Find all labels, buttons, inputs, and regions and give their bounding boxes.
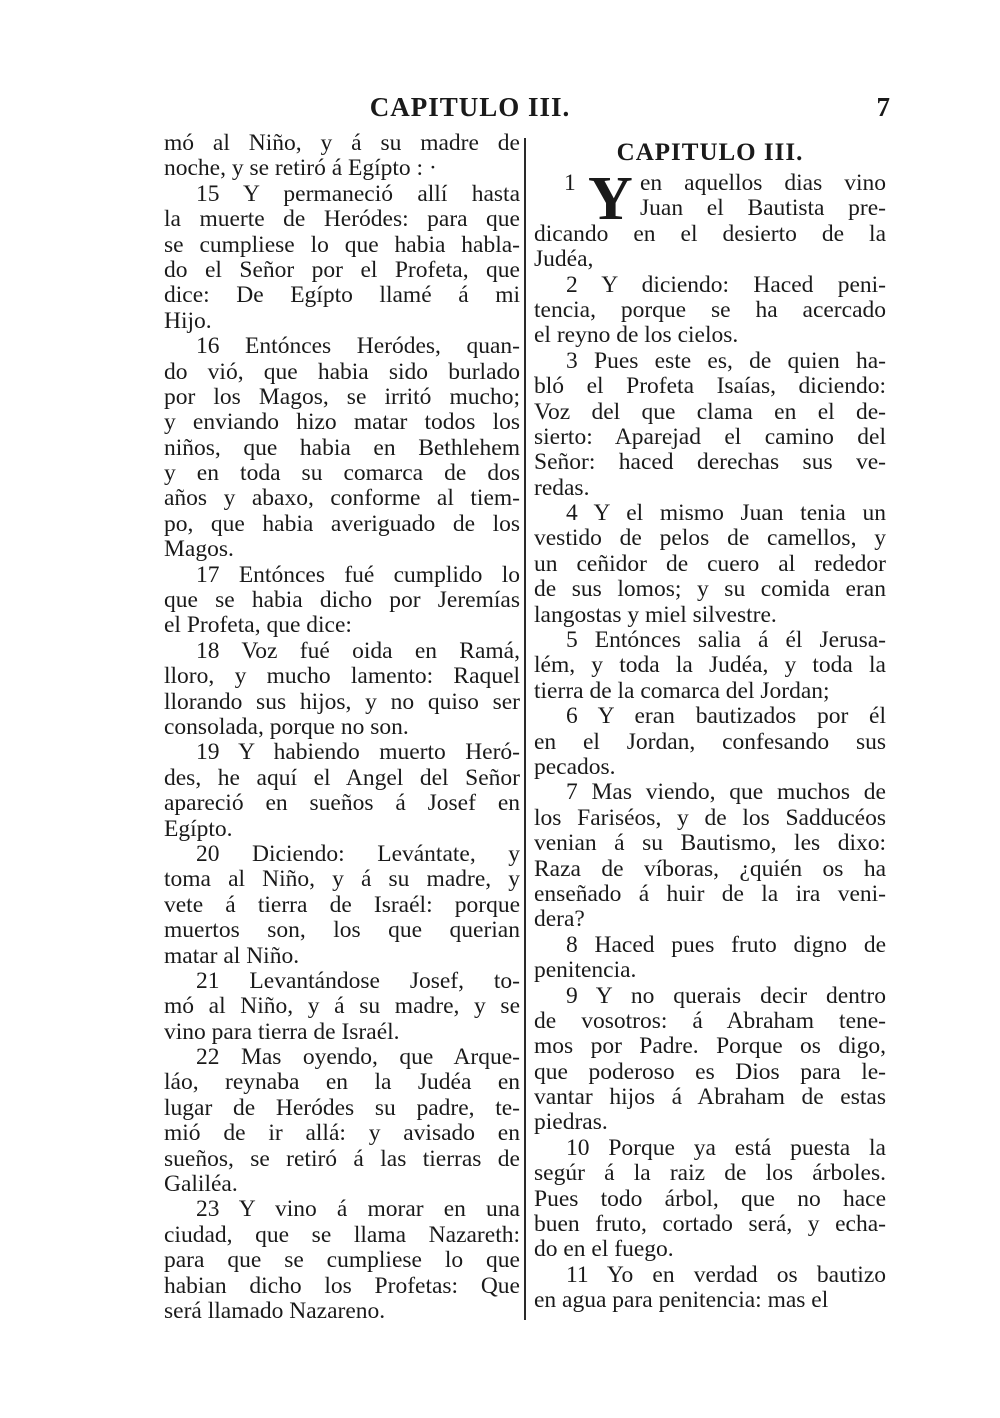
text-line: Magos.: [164, 536, 234, 563]
text-line: 7 Mas viendo, que muchos de: [566, 779, 886, 806]
text-line: enseñado á huir de la ira veni-: [534, 880, 886, 907]
text-line: Judéa,: [534, 246, 594, 273]
text-line: 11 Yo en verdad os bautizo: [566, 1261, 886, 1288]
text-line: vino para tierra de Israél.: [164, 1018, 400, 1045]
running-title: CAPITULO III.: [369, 92, 571, 122]
text-line: segúr á la raiz de los árboles.: [534, 1160, 886, 1187]
text-line: en el Jordan, confesando sus: [534, 728, 886, 755]
text-line: langostas y miel silvestre.: [534, 601, 777, 628]
text-line: Galiléa.: [164, 1171, 238, 1198]
chapter-heading: CAPITULO III.: [616, 139, 804, 166]
text-line: Voz del que clama en el de-: [534, 398, 886, 425]
text-line: 22 Mas oyendo, que Arque-: [196, 1044, 520, 1071]
text-line: para que se cumpliese lo que: [164, 1247, 520, 1274]
text-line: consolada, porque no son.: [164, 713, 409, 740]
text-line: ciudad, que se llama Nazareth:: [164, 1221, 520, 1248]
text-line: noche, y se retiró á Egípto : ·: [164, 155, 437, 182]
text-line: redas.: [534, 474, 590, 501]
text-line: po, que habia averiguado de los: [164, 510, 520, 537]
text-line: toma al Niño, y á su madre, y: [164, 866, 520, 893]
text-line: dicando en el desierto de la: [534, 220, 886, 247]
text-line: 5 Entónces salia á él Jerusa-: [566, 627, 886, 654]
text-line: llorando sus hijos, y no quiso ser: [164, 688, 520, 715]
first-verse: [534, 165, 886, 233]
drop-cap: Y: [588, 165, 633, 233]
text-line: lugar de Heródes su padre, te-: [164, 1094, 520, 1121]
text-line: en aquellos dias vino: [640, 170, 886, 196]
text-line: muertos son, los que querian: [164, 917, 520, 944]
text-line: lém, y toda la Judéa, y toda la: [534, 652, 886, 679]
text-line: y enviando hizo matar todos los: [164, 409, 520, 436]
text-line: de vosotros: á Abraham tene-: [534, 1007, 886, 1034]
text-line: 4 Y el mismo Juan tenia un: [566, 500, 886, 527]
text-line: niños, que habia en Bethlehem: [164, 434, 520, 461]
right-column: [534, 131, 886, 1314]
text-line: lloro, y mucho lamento: Raquel: [164, 663, 520, 690]
text-line: sierto: Aparejad el camino del: [534, 423, 886, 450]
text-line: piedras.: [534, 1109, 608, 1136]
text-line: 19 Y habiendo muerto Heró-: [196, 739, 520, 766]
text-line: los Fariséos, y de los Sadducéos: [534, 804, 886, 831]
text-line: 2 Y diciendo: Haced peni-: [566, 271, 886, 298]
text-line: bló el Profeta Isaías, diciendo:: [534, 373, 886, 400]
text-line: 17 Entónces fué cumplido lo: [196, 561, 520, 588]
text-line: 9 Y no querais decir dentro: [566, 982, 886, 1009]
text-line: mó al Niño, y á su madre de: [164, 130, 520, 156]
text-line: do el Señor por el Profeta, que: [164, 256, 520, 283]
text-line: dice: De Egípto llamé á mi: [164, 282, 520, 309]
text-line: do en el fuego.: [534, 1236, 674, 1263]
text-line: se cumpliese lo que habia habla-: [164, 231, 520, 258]
verse-number: 1: [564, 170, 576, 196]
text-line: 6 Y eran bautizados por él: [566, 703, 886, 730]
text-line: Señor: haced derechas sus ve-: [534, 449, 886, 476]
text-line: Juan el Bautista pre-: [640, 195, 886, 222]
text-line: 20 Diciendo: Levántate, y: [196, 840, 520, 867]
text-line: un ceñidor de cuero al rededor: [534, 550, 886, 577]
text-line: apareció en sueños á Josef en: [164, 790, 520, 817]
text-line: 15 Y permaneció allí hasta: [196, 180, 520, 207]
text-line: de sus lomos; y su comida eran: [534, 576, 886, 603]
text-line: láo, reynaba en la Judéa en: [164, 1069, 520, 1096]
text-line: mos por Padre. Porque os digo,: [534, 1033, 886, 1060]
text-line: por los Magos, se irritó mucho;: [164, 383, 520, 410]
text-line: vantar hijos á Abraham de estas: [534, 1084, 886, 1111]
text-line: Pues todo árbol, que no hace: [534, 1185, 886, 1212]
text-line: buen fruto, cortado será, y echa-: [534, 1211, 886, 1238]
text-line: que se habia dicho por Jeremías: [164, 587, 520, 614]
text-line: 21 Levantándose Josef, to-: [196, 967, 520, 994]
column-divider: [524, 138, 526, 1320]
text-line: el reyno de los cielos.: [534, 322, 739, 349]
text-line: Hijo.: [164, 307, 212, 334]
page-number: 7: [876, 92, 890, 122]
text-line: será llamado Nazareno.: [164, 1297, 386, 1324]
text-line: años y abaxo, conforme al tiem-: [164, 485, 520, 512]
text-line: sueños, se retiró á las tierras de: [164, 1145, 520, 1172]
text-line: habian dicho los Profetas: Que: [164, 1272, 520, 1299]
text-line: des, he aquí el Angel del Señor: [164, 764, 520, 791]
text-line: Raza de víboras, ¿quién os ha: [534, 855, 886, 882]
text-line: en agua para penitencia: mas el: [534, 1287, 829, 1314]
text-line: tencia, porque se ha acercado: [534, 296, 886, 323]
text-line: pecados.: [534, 753, 616, 780]
text-line: 8 Haced pues fruto digno de: [566, 931, 886, 958]
text-line: 16 Entónces Heródes, quan-: [196, 333, 520, 360]
text-line: y en toda su comarca de dos: [164, 460, 520, 487]
text-line: dera?: [534, 906, 585, 933]
text-line: penitencia.: [534, 957, 637, 984]
text-line: que poderoso es Dios para le-: [534, 1058, 886, 1085]
text-line: 3 Pues este es, de quien ha-: [566, 347, 886, 374]
text-line: Egípto.: [164, 815, 233, 842]
text-line: vete á tierra de Israél: porque: [164, 891, 520, 918]
text-line: mó al Niño, y á su madre, y se: [164, 993, 520, 1020]
text-line: 23 Y vino á morar en una: [196, 1196, 520, 1223]
text-line: vestido de pelos de camellos, y: [534, 525, 886, 552]
left-column: [164, 131, 520, 1324]
text-line: mió de ir allá: y avisado en: [164, 1120, 520, 1147]
text-line: la muerte de Heródes: para que: [164, 206, 520, 233]
text-line: venian á su Bautismo, les dixo:: [534, 830, 886, 857]
text-line: do vió, que habia sido burlado: [164, 358, 520, 385]
text-line: matar al Niño.: [164, 942, 300, 969]
text-line: 18 Voz fué oida en Ramá,: [196, 637, 520, 664]
text-line: tierra de la comarca del Jordan;: [534, 677, 830, 704]
text-line: 10 Porque ya está puesta la: [566, 1134, 886, 1161]
text-line: el Profeta, que dice:: [164, 612, 352, 639]
right-column-lines: [534, 222, 886, 1314]
